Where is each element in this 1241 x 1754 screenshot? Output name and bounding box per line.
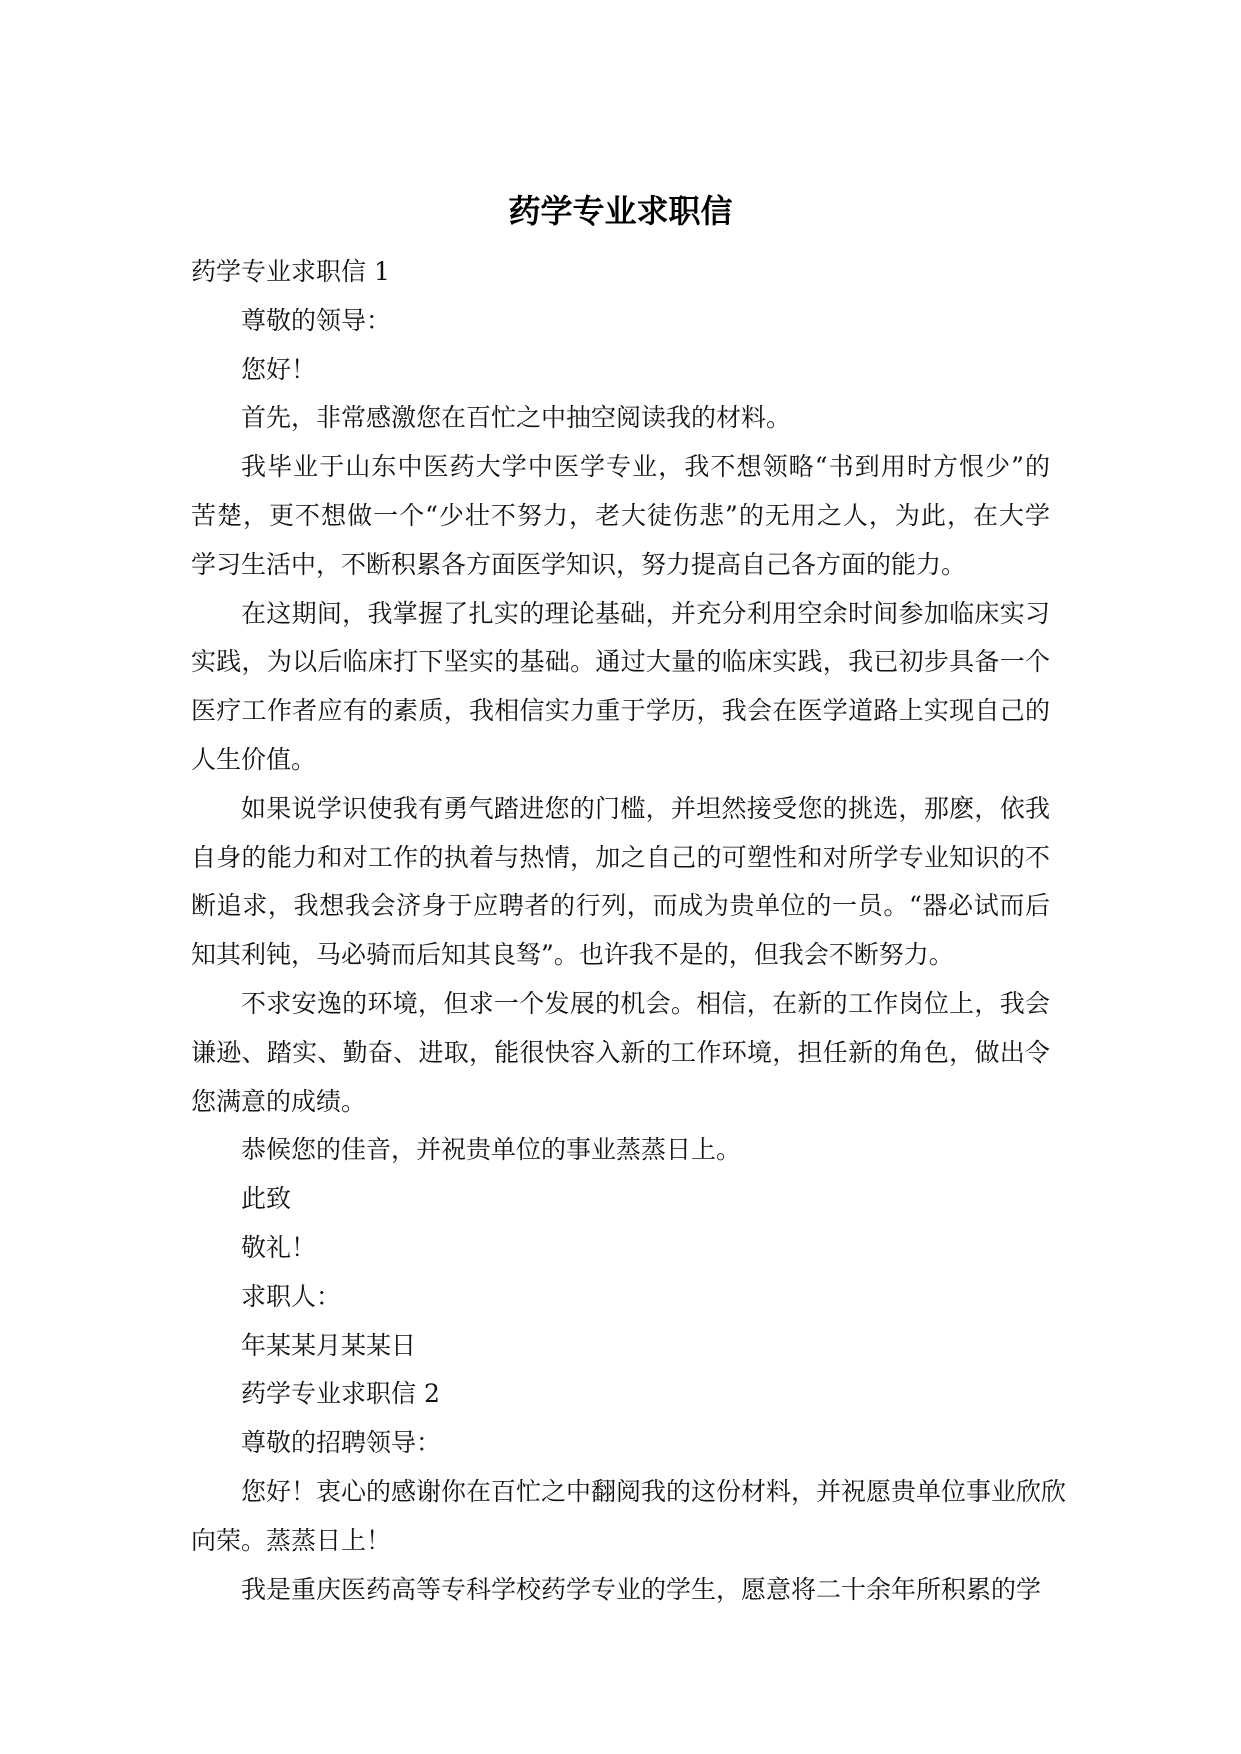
paragraph-line: 首先，非常感激您在百忙之中抽空阅读我的材料。 xyxy=(241,403,792,433)
paragraph-line: 您好！ xyxy=(241,354,317,384)
paragraph-line: 尊敬的招聘领导： xyxy=(241,1428,442,1458)
paragraph-line: 如果说学识使我有勇气踏进您的门槛，并坦然接受您的挑选，那麽，依我 xyxy=(241,793,1050,823)
paragraph xyxy=(191,297,1050,346)
paragraph-line: 人生价值。 xyxy=(191,744,317,774)
paragraph xyxy=(191,1322,1050,1371)
paragraph-line: 敬礼！ xyxy=(241,1232,317,1262)
paragraph-line: 知其利钝，马必骑而后知其良驽”。也许我不是的，但我会不断努力。 xyxy=(191,940,954,970)
paragraph xyxy=(191,1126,1050,1175)
paragraph-line: 实践，为以后临床打下坚实的基础。通过大量的临床实践，我已初步具备一个 xyxy=(191,647,1050,677)
paragraph xyxy=(191,1175,1050,1224)
paragraph-line: 我毕业于山东中医药大学中医学专业，我不想领略“书到用时方恨少”的 xyxy=(241,452,1050,482)
paragraph-line: 尊敬的领导： xyxy=(241,305,392,335)
paragraph-line: 向荣。蒸蒸日上！ xyxy=(191,1525,392,1555)
paragraph-line: 求职人： xyxy=(241,1281,342,1311)
paragraph xyxy=(191,980,1050,1126)
paragraph-line: 药学专业求职信 1 xyxy=(191,257,390,286)
paragraph-line: 不求安逸的环境，但求一个发展的机会。相信，在新的工作岗位上，我会 xyxy=(241,988,1050,1018)
paragraph-line: 谦逊、踏实、勤奋、进取，能很快容入新的工作环境，担任新的角色，做出令 xyxy=(191,1037,1050,1067)
paragraph-line: 自身的能力和对工作的执着与热情，加之自己的可塑性和对所学专业知识的不 xyxy=(191,842,1050,872)
paragraph xyxy=(191,443,1050,589)
paragraph-line: 医疗工作者应有的素质，我相信实力重于学历，我会在医学道路上实现自己的 xyxy=(191,696,1050,726)
paragraph xyxy=(191,346,1050,395)
paragraph-line: 我是重庆医药高等专科学校药学专业的学生，愿意将二十余年所积累的学 xyxy=(241,1574,1042,1604)
paragraph xyxy=(191,394,1050,443)
paragraph xyxy=(191,1468,1067,1566)
document-title: 药学专业求职信 xyxy=(508,192,733,230)
paragraph-line: 药学专业求职信 2 xyxy=(241,1379,440,1409)
paragraph-line: 此致 xyxy=(241,1184,292,1214)
paragraph xyxy=(191,1370,1050,1419)
paragraph-line: 断追求，我想我会济身于应聘者的行列，而成为贵单位的一员。“器必试而后 xyxy=(191,891,1050,921)
paragraph-line: 您好！衷心的感谢你在百忙之中翻阅我的这份材料，并祝愿贵单位事业欣欣 xyxy=(241,1476,1067,1506)
paragraph xyxy=(191,1566,1050,1615)
paragraph xyxy=(191,1419,1050,1468)
paragraph-line: 年某某月某某日 xyxy=(241,1330,417,1360)
paragraph xyxy=(191,785,1050,980)
paragraph xyxy=(191,248,1050,297)
paragraph xyxy=(191,1273,1050,1322)
paragraph-line: 您满意的成绩。 xyxy=(191,1086,367,1116)
paragraph xyxy=(191,1224,1050,1273)
document-body xyxy=(191,248,1067,1614)
paragraph-line: 学习生活中，不断积累各方面医学知识，努力提高自己各方面的能力。 xyxy=(191,549,967,579)
paragraph-line: 恭候您的佳音，并祝贵单位的事业蒸蒸日上。 xyxy=(241,1135,742,1165)
paragraph-line: 苦楚，更不想做一个“少壮不努力，老大徒伤悲”的无用之人，为此，在大学 xyxy=(191,500,1050,530)
paragraph-line: 在这期间，我掌握了扎实的理论基础，并充分利用空余时间参加临床实习 xyxy=(241,598,1050,628)
paragraph xyxy=(191,590,1050,785)
